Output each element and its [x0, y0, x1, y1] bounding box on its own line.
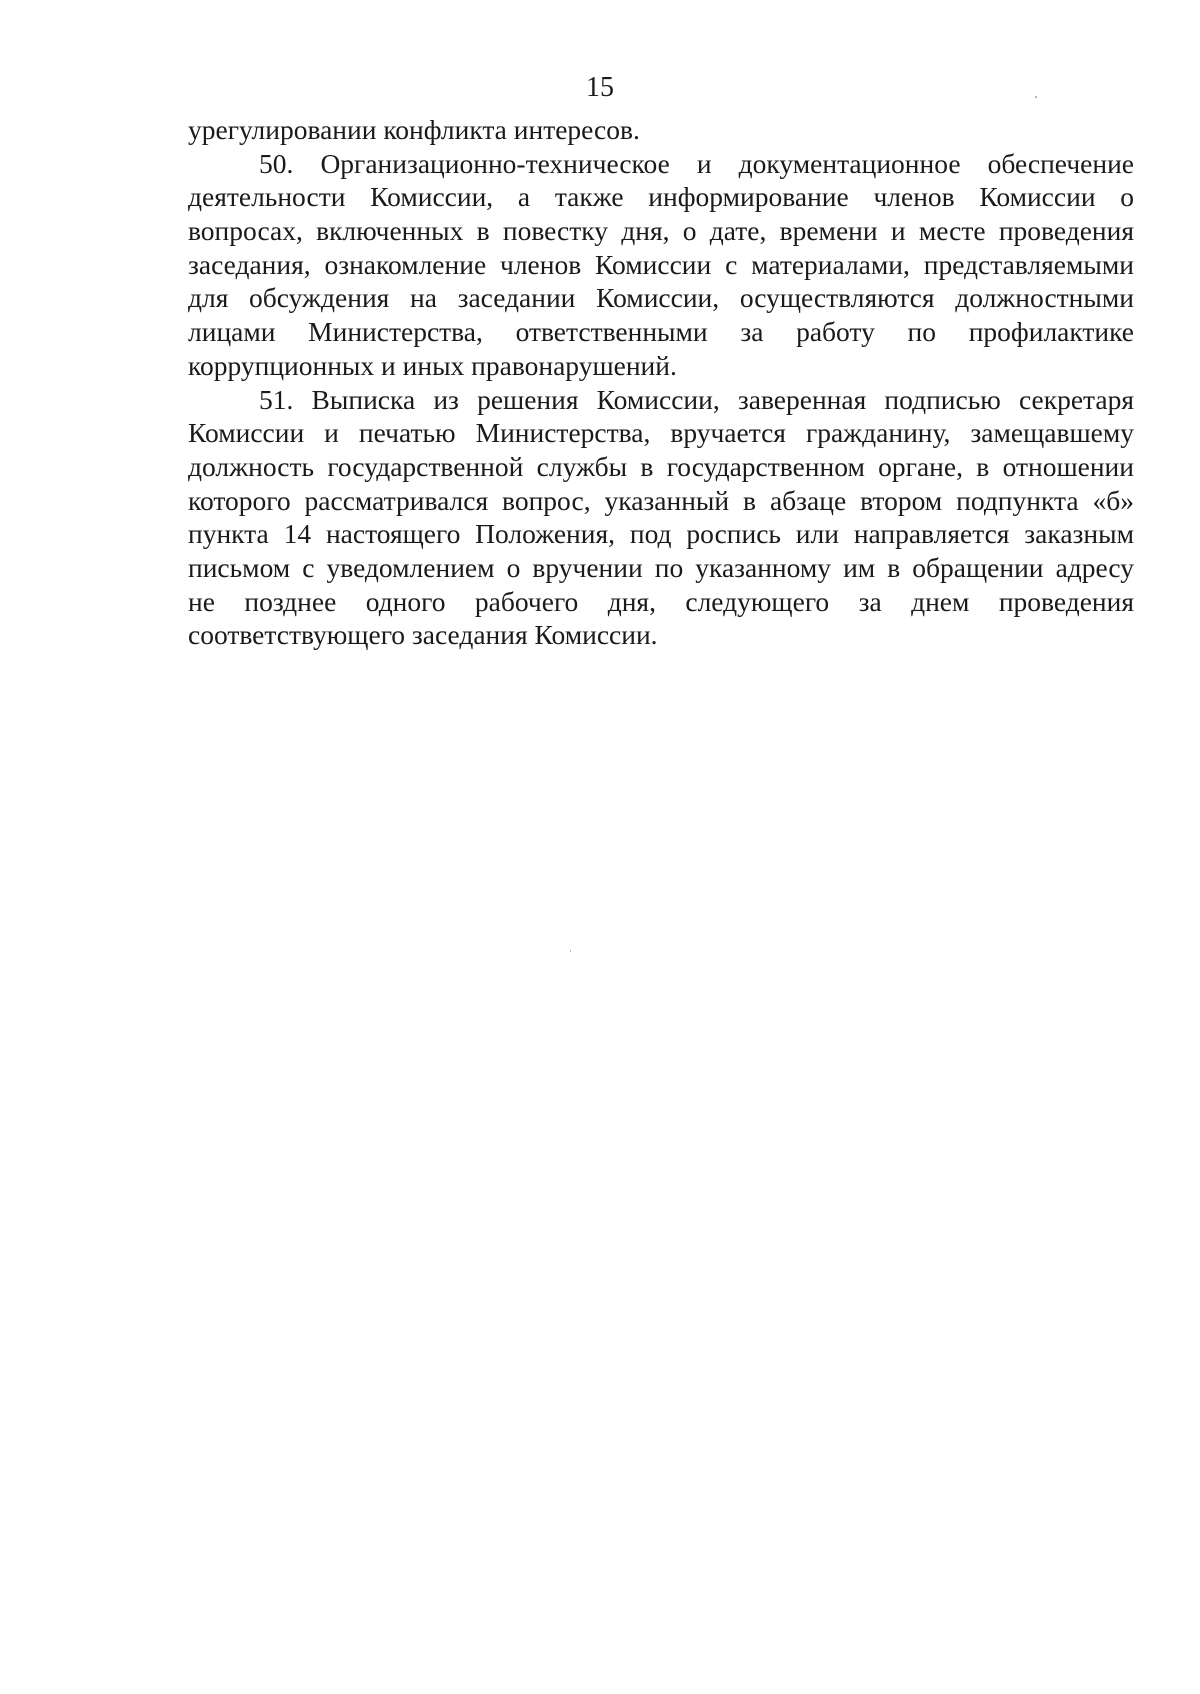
- text-line: Комиссии и печатью Министерства, вручается гражданину, замещавшему: [188, 417, 1134, 449]
- paragraph-51-first-line: 51. Выписка из решения Комиссии, заверенная подписью секретаря: [259, 383, 1134, 415]
- text-line: письмом с уведомлением о вручении по указанному им в обращении адресу: [188, 551, 1134, 583]
- text-line: не позднее одного рабочего дня, следующего за днем проведения: [188, 585, 1134, 617]
- text-line: заседания, ознакомление членов Комиссии с материалами, представляемыми: [188, 248, 1134, 280]
- text-line: вопросах, включенных в повестку дня, о дате, времени и месте проведения: [188, 215, 1134, 247]
- text-line: коррупционных и иных правонарушений.: [188, 349, 677, 381]
- text-line: лицами Министерства, ответственными за работу по профилактике: [188, 316, 1134, 348]
- scan-speck: [570, 950, 571, 952]
- scan-speck: [1035, 96, 1037, 98]
- text-line: соответствующего заседания Комиссии.: [188, 619, 658, 651]
- text-line: урегулировании конфликта интересов.: [188, 114, 640, 145]
- paragraph-50-first-line: 50. Организационно-техническое и документационное обеспечение: [259, 147, 1134, 179]
- text-line: для обсуждения на заседании Комиссии, осуществляются должностными: [188, 282, 1134, 314]
- text-line: которого рассматривался вопрос, указанный в абзаце втором подпункта «б»: [188, 484, 1134, 516]
- page-number: 15: [586, 72, 614, 103]
- text-line: деятельности Комиссии, а также информирование членов Комиссии о: [188, 181, 1134, 213]
- text-line: пункта 14 настоящего Положения, под роспись или направляется заказным: [188, 518, 1134, 550]
- text-line: должность государственной службы в государственном органе, в отношении: [188, 450, 1134, 482]
- document-body: [188, 113, 1134, 652]
